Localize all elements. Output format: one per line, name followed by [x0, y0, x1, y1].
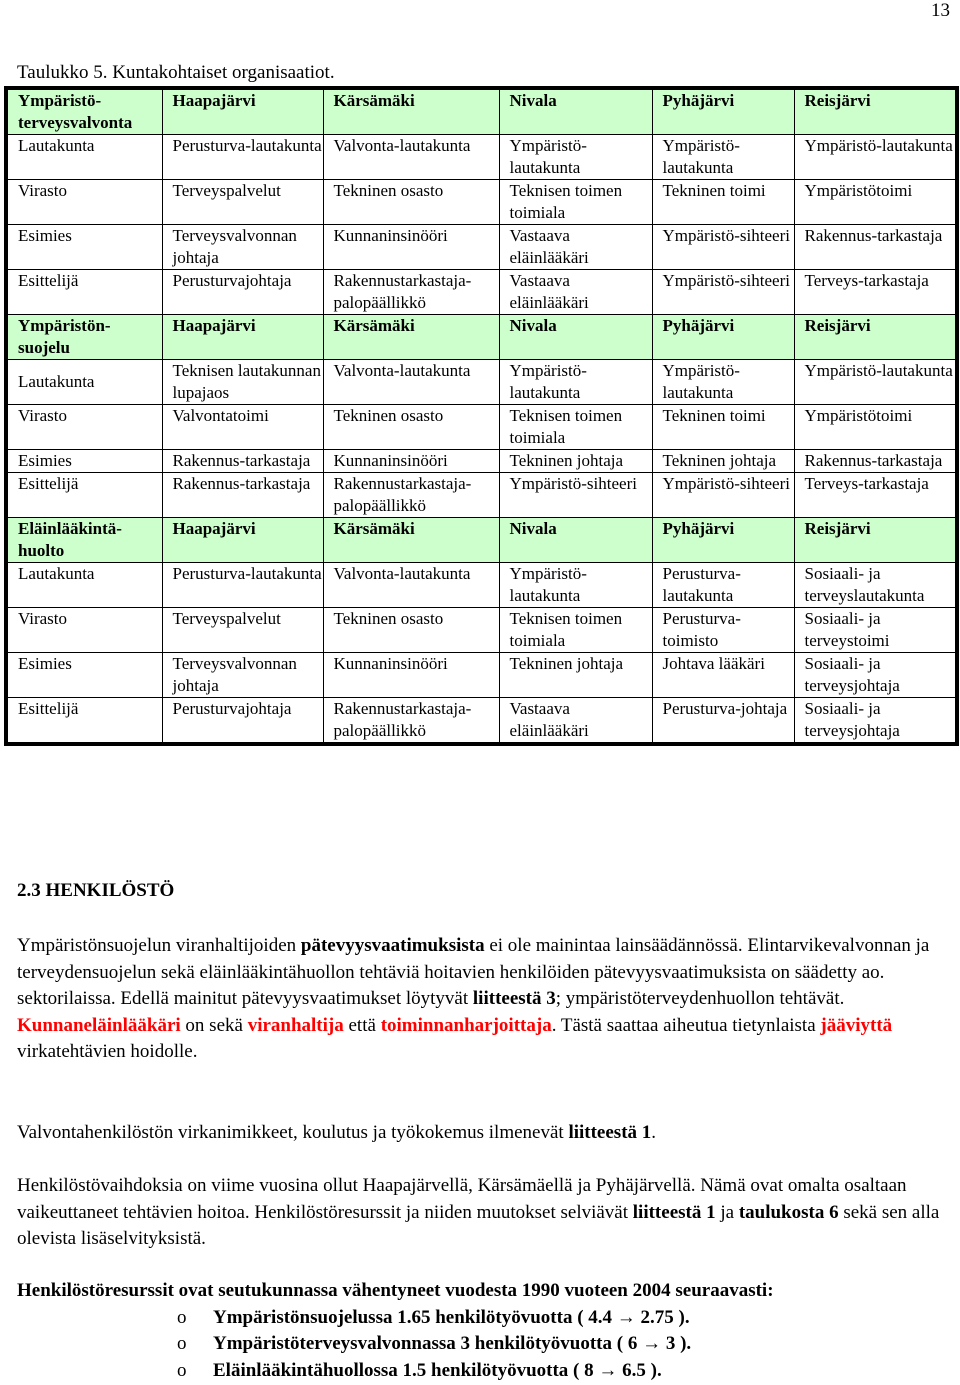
table-cell: Vastaava eläinlääkäri [499, 270, 652, 315]
p3-text-a: Henkilöstövaihdoksia on viime vuosina ollut Haapajärvellä, Kärsämäellä ja Pyhäjärvellä. Nämä ovat omalta osaltaan vaikeuttaneet tehtävien hoitoa. Henkilöstöresurssit ja niiden muutokset selviävät [17, 1175, 907, 1223]
table-cell: Rakennustarkastaja-palopäällikkö [323, 473, 499, 518]
paragraph-resources [17, 1278, 947, 1384]
table-cell: Rakennus-tarkastaja [794, 450, 957, 473]
section-title: Eläinlääkintä-huolto [6, 518, 162, 563]
p1-red-bias: jääviyttä [820, 1014, 893, 1036]
table-cell: Terveyspalvelut [162, 608, 323, 653]
table-row [6, 225, 957, 270]
municipality-header: Pyhäjärvi [652, 315, 794, 360]
row-label: Virasto [6, 608, 162, 653]
organisation-table [4, 86, 959, 746]
row-label: Esimies [6, 653, 162, 698]
table-cell: Ympäristö-lautakunta [499, 135, 652, 180]
table-cell: Perusturva-lautakunta [162, 563, 323, 608]
municipality-header: Kärsämäki [323, 315, 499, 360]
municipality-header: Reisjärvi [794, 88, 957, 135]
table-cell: Rakennustarkastaja-palopäällikkö [323, 270, 499, 315]
row-label: Virasto [6, 180, 162, 225]
table-cell: Sosiaali- ja terveystoimi [794, 608, 957, 653]
table-cell: Perusturvajohtaja [162, 698, 323, 745]
paragraph-qualifications [17, 933, 947, 1066]
table-cell: Ympäristö-lautakunta [794, 360, 957, 405]
p1-red-vet: Kunnaneläinlääkäri [17, 1014, 181, 1036]
table-cell: Terveys-tarkastaja [794, 270, 957, 315]
municipality-header: Pyhäjärvi [652, 518, 794, 563]
resources-list [17, 1305, 947, 1385]
table-cell: Tekninen johtaja [652, 450, 794, 473]
p3-bold-appendix1: liitteestä 1 [632, 1201, 716, 1223]
bullet-marker: o [177, 1306, 187, 1328]
p3-text-d: sekä sen alla olevista lisäselvityksistä. [17, 1201, 940, 1249]
table-cell: Perusturva-lautakunta [162, 135, 323, 180]
table-cell: Perusturva-lautakunta [652, 563, 794, 608]
table-row [6, 135, 957, 180]
p1-text-a: Ympäristönsuojelun viranhaltijoiden [17, 935, 301, 956]
p3-text-c: ja [715, 1201, 739, 1223]
municipality-header: Nivala [499, 518, 652, 563]
row-label: Esittelijä [6, 473, 162, 518]
municipality-header: Reisjärvi [794, 518, 957, 563]
table-cell: Ympäristö-lautakunta [652, 135, 794, 180]
table-row [6, 563, 957, 608]
table-cell: Johtava lääkäri [652, 653, 794, 698]
table-cell: Rakennustarkastaja-palopäällikkö [323, 698, 499, 745]
table-cell: Ympäristö-lautakunta [499, 563, 652, 608]
table-cell: Kunnaninsinööri [323, 225, 499, 270]
table-row [6, 653, 957, 698]
table-cell: Rakennus-tarkastaja [162, 450, 323, 473]
p1-text-c: ei ole mainintaa lainsäädännössä. Elintarvikevalvonnan ja terveydensuojelun sekä eläinlääkintähuollon tehtäviä hoitavien henkilöiden pätevyysvaatimuksista on säädetty ao. sektorilaissa. Edellä mainitut pätevyysvaatimukset löytyvät [17, 935, 930, 1009]
p1-bold-appendix3: liitteestä 3 [472, 988, 556, 1009]
p1-bold-qualifications: pätevyysvaatimuksista [300, 935, 485, 956]
section-title: Ympäristön-suojelu [6, 315, 162, 360]
paragraph-staff-changes [17, 1173, 947, 1253]
table-cell: Ympäristö-lautakunta [652, 360, 794, 405]
table-cell: Rakennus-tarkastaja [162, 473, 323, 518]
table-caption: Taulukko 5. Kuntakohtaiset organisaatiot. [17, 62, 335, 83]
p1-text-g: . Tästä saattaa aiheutua tietynlaista [551, 1014, 821, 1036]
row-label: Esimies [6, 450, 162, 473]
bullet-text: Ympäristöterveysvalvonnassa 3 henkilötyövuotta ( 6 → 3 ). [213, 1333, 692, 1354]
table-cell: Teknisen toimen toimiala [499, 405, 652, 450]
row-label: Lautakunta [6, 563, 162, 608]
bullet-marker: o [177, 1359, 187, 1381]
municipality-header: Nivala [499, 88, 652, 135]
p1-text-e: on sekä [180, 1014, 248, 1036]
section-heading: 2.3 HENKILÖSTÖ [17, 880, 175, 901]
page-number: 13 [931, 0, 950, 21]
table-cell: Tekninen osasto [323, 405, 499, 450]
resources-list-item [17, 1305, 947, 1332]
table-cell: Ympäristö-lautakunta [794, 135, 957, 180]
table-cell: Tekninen osasto [323, 608, 499, 653]
section-title: Ympäristö-terveysvalvonta [6, 88, 162, 135]
municipality-header: Kärsämäki [323, 518, 499, 563]
table-cell: Tekninen osasto [323, 180, 499, 225]
section-header-row [6, 88, 957, 135]
table-row [6, 360, 957, 405]
row-label: Esittelijä [6, 698, 162, 745]
table-cell: Terveysvalvonnan johtaja [162, 225, 323, 270]
table-row [6, 405, 957, 450]
table-cell: Rakennus-tarkastaja [794, 225, 957, 270]
table-cell: Ympäristötoimi [794, 180, 957, 225]
table-cell: Ympäristö-sihteeri [652, 225, 794, 270]
p1-text-d: ; ympäristöterveydenhuollon tehtävät. [555, 988, 845, 1009]
row-label: Esittelijä [6, 270, 162, 315]
table-cell: Valvonta-lautakunta [323, 135, 499, 180]
section-header-row [6, 315, 957, 360]
table-cell: Ympäristö-sihteeri [652, 473, 794, 518]
table-row [6, 608, 957, 653]
table-cell: Tekninen johtaja [499, 450, 652, 473]
row-label: Esimies [6, 225, 162, 270]
table-row [6, 270, 957, 315]
table-cell: Tekninen toimi [652, 180, 794, 225]
table-cell: Teknisen lautakunnan lupajaos [162, 360, 323, 405]
table-row [6, 180, 957, 225]
table-cell: Terveysvalvonnan johtaja [162, 653, 323, 698]
municipality-header: Pyhäjärvi [652, 88, 794, 135]
organisation-table-body [6, 88, 957, 744]
row-label: Lautakunta [6, 135, 162, 180]
resources-title: Henkilöstöresurssit ovat seutukunnassa vähentyneet vuodesta 1990 vuoteen 2004 seuraavasti: [17, 1280, 774, 1301]
table-cell: Vastaava eläinlääkäri [499, 225, 652, 270]
table-cell: Ympäristö-sihteeri [499, 473, 652, 518]
table-cell: Kunnaninsinööri [323, 653, 499, 698]
p2-text-c: . [651, 1122, 657, 1143]
table-cell: Terveys-tarkastaja [794, 473, 957, 518]
table-cell: Sosiaali- ja terveysjohtaja [794, 653, 957, 698]
row-label: Virasto [6, 405, 162, 450]
municipality-header: Haapajärvi [162, 518, 323, 563]
table-cell: Kunnaninsinööri [323, 450, 499, 473]
table-cell: Tekninen toimi [652, 405, 794, 450]
table-row [6, 450, 957, 473]
resources-list-item [17, 1358, 947, 1385]
bullet-marker: o [177, 1333, 187, 1354]
municipality-header: Nivala [499, 315, 652, 360]
table-cell: Perusturva-toimisto [652, 608, 794, 653]
table-cell: Valvontatoimi [162, 405, 323, 450]
p1-red-official: viranhaltija [247, 1014, 344, 1036]
p2-text-a: Valvontahenkilöstön virkanimikkeet, koulutus ja työkokemus ilmenevät [17, 1122, 569, 1143]
table-cell: Terveyspalvelut [162, 180, 323, 225]
table-row [6, 473, 957, 518]
p2-bold-appendix1: liitteestä 1 [568, 1122, 652, 1143]
table-cell: Tekninen johtaja [499, 653, 652, 698]
p1-text-h: virkatehtävien hoidolle. [17, 1041, 198, 1062]
row-label: Lautakunta [6, 360, 162, 405]
table-cell: Teknisen toimen toimiala [499, 608, 652, 653]
paragraph-titles [17, 1120, 947, 1147]
municipality-header: Haapajärvi [162, 315, 323, 360]
table-cell: Ympäristö-sihteeri [652, 270, 794, 315]
table-cell: Perusturva-johtaja [652, 698, 794, 745]
resources-list-item [17, 1331, 947, 1358]
bullet-text: Eläinlääkintähuollossa 1.5 henkilötyövuotta ( 8 → 6.5 ). [213, 1359, 662, 1381]
table-cell: Teknisen toimen toimiala [499, 180, 652, 225]
municipality-header: Kärsämäki [323, 88, 499, 135]
table-cell: Ympäristötoimi [794, 405, 957, 450]
p1-text-f: että [343, 1014, 381, 1036]
p3-bold-table6: taulukosta 6 [738, 1201, 839, 1223]
municipality-header: Haapajärvi [162, 88, 323, 135]
section-header-row [6, 518, 957, 563]
table-cell: Ympäristö-lautakunta [499, 360, 652, 405]
table-cell: Sosiaali- ja terveyslautakunta [794, 563, 957, 608]
bullet-text: Ympäristönsuojelussa 1.65 henkilötyövuotta ( 4.4 → 2.75 ). [213, 1306, 690, 1328]
p1-red-operator: toiminnanharjoittaja [380, 1014, 552, 1036]
table-cell: Perusturvajohtaja [162, 270, 323, 315]
table-cell: Vastaava eläinlääkäri [499, 698, 652, 745]
table-cell: Sosiaali- ja terveysjohtaja [794, 698, 957, 745]
table-row [6, 698, 957, 745]
table-cell: Valvonta-lautakunta [323, 563, 499, 608]
table-cell: Valvonta-lautakunta [323, 360, 499, 405]
municipality-header: Reisjärvi [794, 315, 957, 360]
